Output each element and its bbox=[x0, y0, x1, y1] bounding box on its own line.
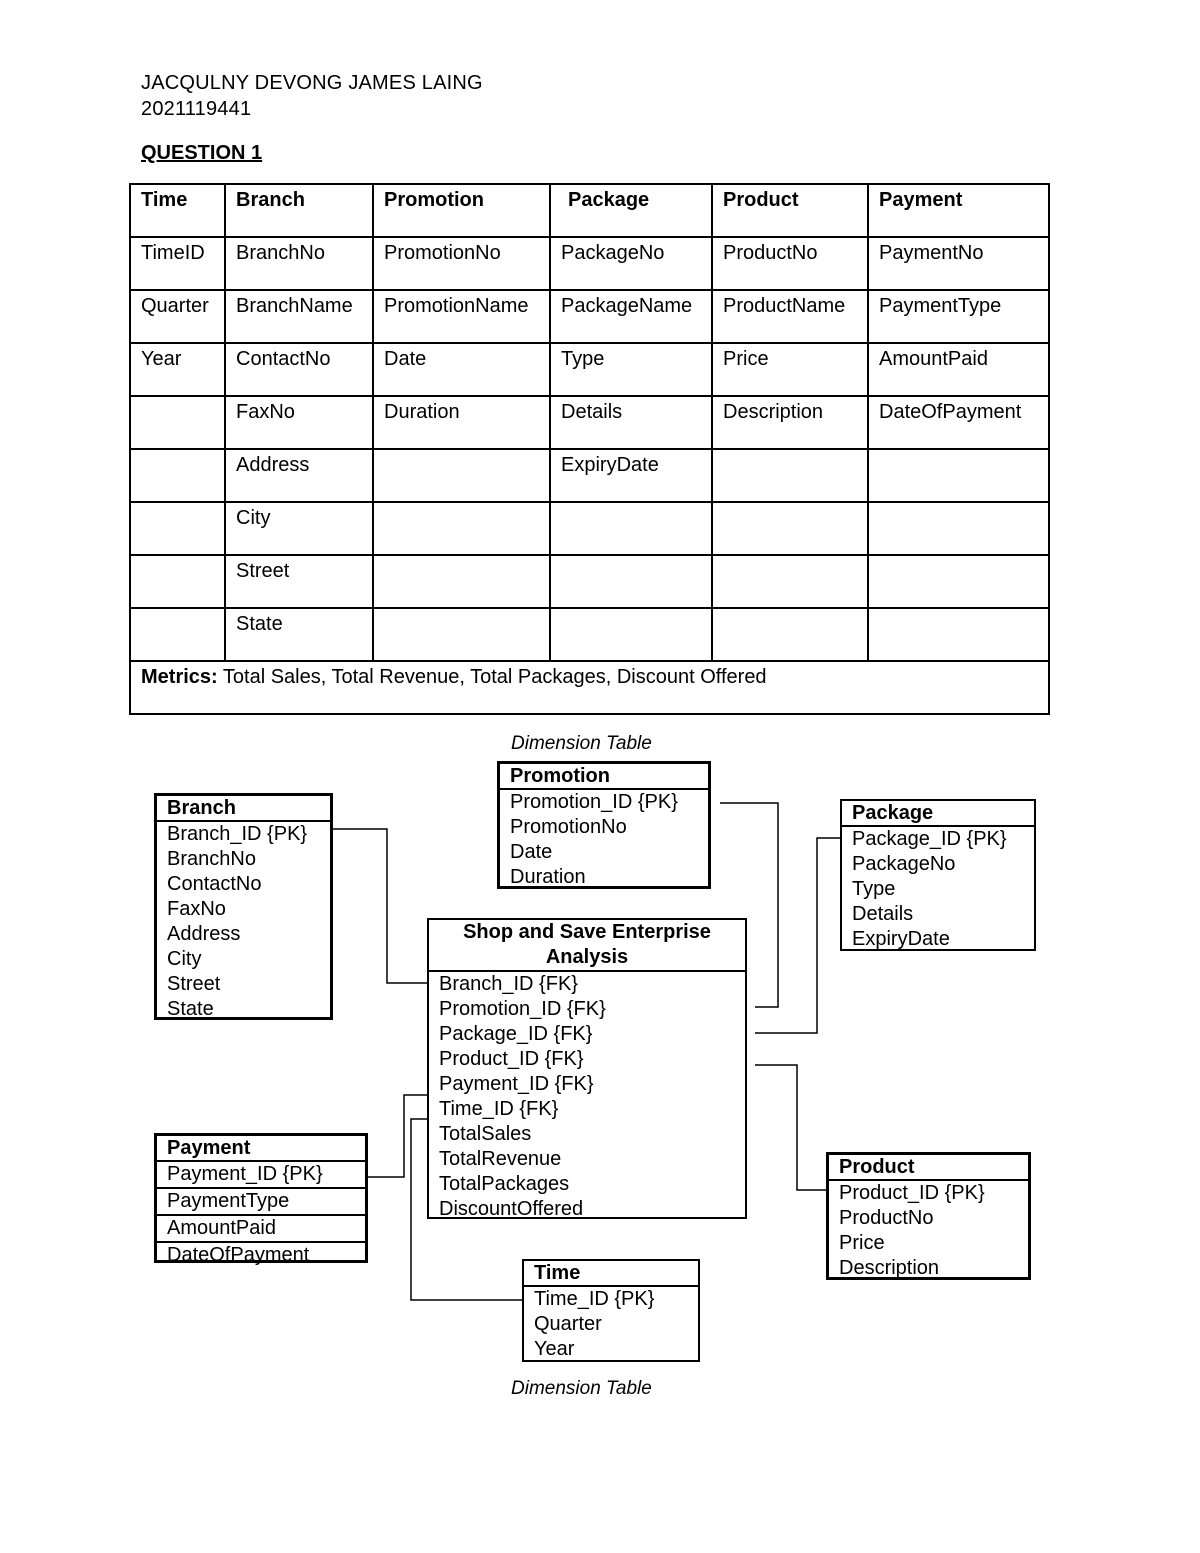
fact-table-entity bbox=[427, 918, 747, 1219]
table-cell: PackageName bbox=[550, 290, 712, 343]
entity-title: Time bbox=[524, 1261, 698, 1287]
entity-field: FaxNo bbox=[167, 898, 226, 920]
branch-entity bbox=[154, 793, 333, 1020]
entity-title: Branch bbox=[157, 796, 330, 822]
table-cell: ProductNo bbox=[712, 237, 868, 290]
entity-field: Product_ID {FK} bbox=[439, 1048, 584, 1070]
entity-field: BranchNo bbox=[167, 848, 256, 870]
table-cell: Quarter bbox=[130, 290, 225, 343]
entity-field: Promotion_ID {PK} bbox=[510, 791, 678, 813]
promotion-entity bbox=[497, 761, 711, 889]
entity-field: Payment_ID {FK} bbox=[439, 1073, 594, 1095]
table-cell: PromotionNo bbox=[373, 237, 550, 290]
table-cell: PaymentNo bbox=[868, 237, 1049, 290]
table-cell: ProductName bbox=[712, 290, 868, 343]
table-cell: TimeID bbox=[130, 237, 225, 290]
entity-field: Package_ID {FK} bbox=[439, 1023, 593, 1045]
table-cell: PackageNo bbox=[550, 237, 712, 290]
metrics-label: Metrics: bbox=[141, 666, 218, 688]
entity-field: Branch_ID {FK} bbox=[439, 973, 578, 995]
entity-field: Time_ID {FK} bbox=[439, 1098, 559, 1120]
entity-field: PaymentType bbox=[157, 1189, 365, 1216]
entity-title: Package bbox=[842, 801, 1034, 827]
column-header: Payment bbox=[868, 184, 1049, 237]
entity-field: ProductNo bbox=[839, 1207, 934, 1229]
table-cell: ContactNo bbox=[225, 343, 373, 396]
table-cell: PaymentType bbox=[868, 290, 1049, 343]
entity-field: TotalRevenue bbox=[439, 1148, 562, 1170]
entity-field: Type bbox=[852, 878, 896, 900]
entity-field: DateOfPayment bbox=[167, 1244, 310, 1266]
entity-field: Promotion_ID {FK} bbox=[439, 998, 606, 1020]
payment-entity bbox=[154, 1133, 368, 1266]
column-header: Branch bbox=[225, 184, 373, 237]
student-id: 2021119441 bbox=[141, 98, 252, 120]
table-cell: Price bbox=[712, 343, 868, 396]
entity-field: Description bbox=[839, 1257, 940, 1279]
entity-field: Package_ID {PK} bbox=[852, 828, 1007, 850]
dimension-table-caption-top: Dimension Table bbox=[511, 733, 652, 754]
column-header: Time bbox=[130, 184, 225, 237]
table-cell: BranchNo bbox=[225, 237, 373, 290]
entity-field: Details bbox=[852, 903, 914, 925]
entity-field: DiscountOffered bbox=[439, 1198, 584, 1220]
entity-title: Payment bbox=[157, 1136, 365, 1162]
table-cell: Duration bbox=[373, 396, 550, 449]
entity-field: Product_ID {PK} bbox=[839, 1182, 985, 1204]
table-cell: Address bbox=[225, 449, 373, 502]
table-cell: Type bbox=[550, 343, 712, 396]
entity-title: Promotion bbox=[500, 764, 708, 790]
entity-field: ContactNo bbox=[167, 873, 262, 895]
entity-field: Year bbox=[534, 1338, 575, 1360]
table-cell: AmountPaid bbox=[868, 343, 1049, 396]
table-cell: FaxNo bbox=[225, 396, 373, 449]
entity-field: Time_ID {PK} bbox=[534, 1288, 655, 1310]
question-heading: QUESTION 1 bbox=[141, 142, 263, 164]
fact-table-title: Shop and Save Enterprise Analysis bbox=[429, 920, 745, 972]
branch-fact-connector bbox=[333, 829, 440, 983]
table-cell: ExpiryDate bbox=[550, 449, 712, 502]
time-entity bbox=[522, 1259, 700, 1362]
entity-field: TotalPackages bbox=[439, 1173, 570, 1195]
product-entity bbox=[826, 1152, 1031, 1280]
table-cell: Details bbox=[550, 396, 712, 449]
column-header: Product bbox=[712, 184, 868, 237]
entity-field: ExpiryDate bbox=[852, 928, 950, 950]
entity-field: PromotionNo bbox=[510, 816, 627, 838]
metrics-text: Total Sales, Total Revenue, Total Packages, Discount Offered bbox=[222, 666, 767, 688]
entity-field: Payment_ID {PK} bbox=[157, 1162, 365, 1189]
entity-field: City bbox=[167, 948, 202, 970]
table-cell: PromotionName bbox=[373, 290, 550, 343]
entity-field: AmountPaid bbox=[157, 1216, 365, 1243]
entity-field: Duration bbox=[510, 866, 586, 888]
table-cell: City bbox=[225, 502, 373, 555]
column-header: Promotion bbox=[373, 184, 550, 237]
author-name: JACQULNY DEVONG JAMES LAING bbox=[141, 72, 483, 94]
entity-field: Quarter bbox=[534, 1313, 602, 1335]
column-header: Package bbox=[550, 184, 712, 237]
entity-field: PackageNo bbox=[852, 853, 956, 875]
table-cell: Date bbox=[373, 343, 550, 396]
table-cell: State bbox=[225, 608, 373, 661]
entity-title: Product bbox=[829, 1155, 1028, 1181]
table-cell: Street bbox=[225, 555, 373, 608]
entity-field: Price bbox=[839, 1232, 885, 1254]
table-cell: Year bbox=[130, 343, 225, 396]
entity-field: Date bbox=[510, 841, 553, 863]
package-fact-connector bbox=[755, 838, 852, 1033]
entity-field: State bbox=[167, 998, 214, 1020]
table-cell: Description bbox=[712, 396, 868, 449]
entity-field: TotalSales bbox=[439, 1123, 532, 1145]
entity-field: Branch_ID {PK} bbox=[167, 823, 308, 845]
table-cell: BranchName bbox=[225, 290, 373, 343]
table-cell: DateOfPayment bbox=[868, 396, 1049, 449]
dimension-table-caption-bottom: Dimension Table bbox=[511, 1378, 652, 1399]
package-entity bbox=[840, 799, 1036, 951]
entity-field: Street bbox=[167, 973, 221, 995]
entity-field: Address bbox=[167, 923, 241, 945]
